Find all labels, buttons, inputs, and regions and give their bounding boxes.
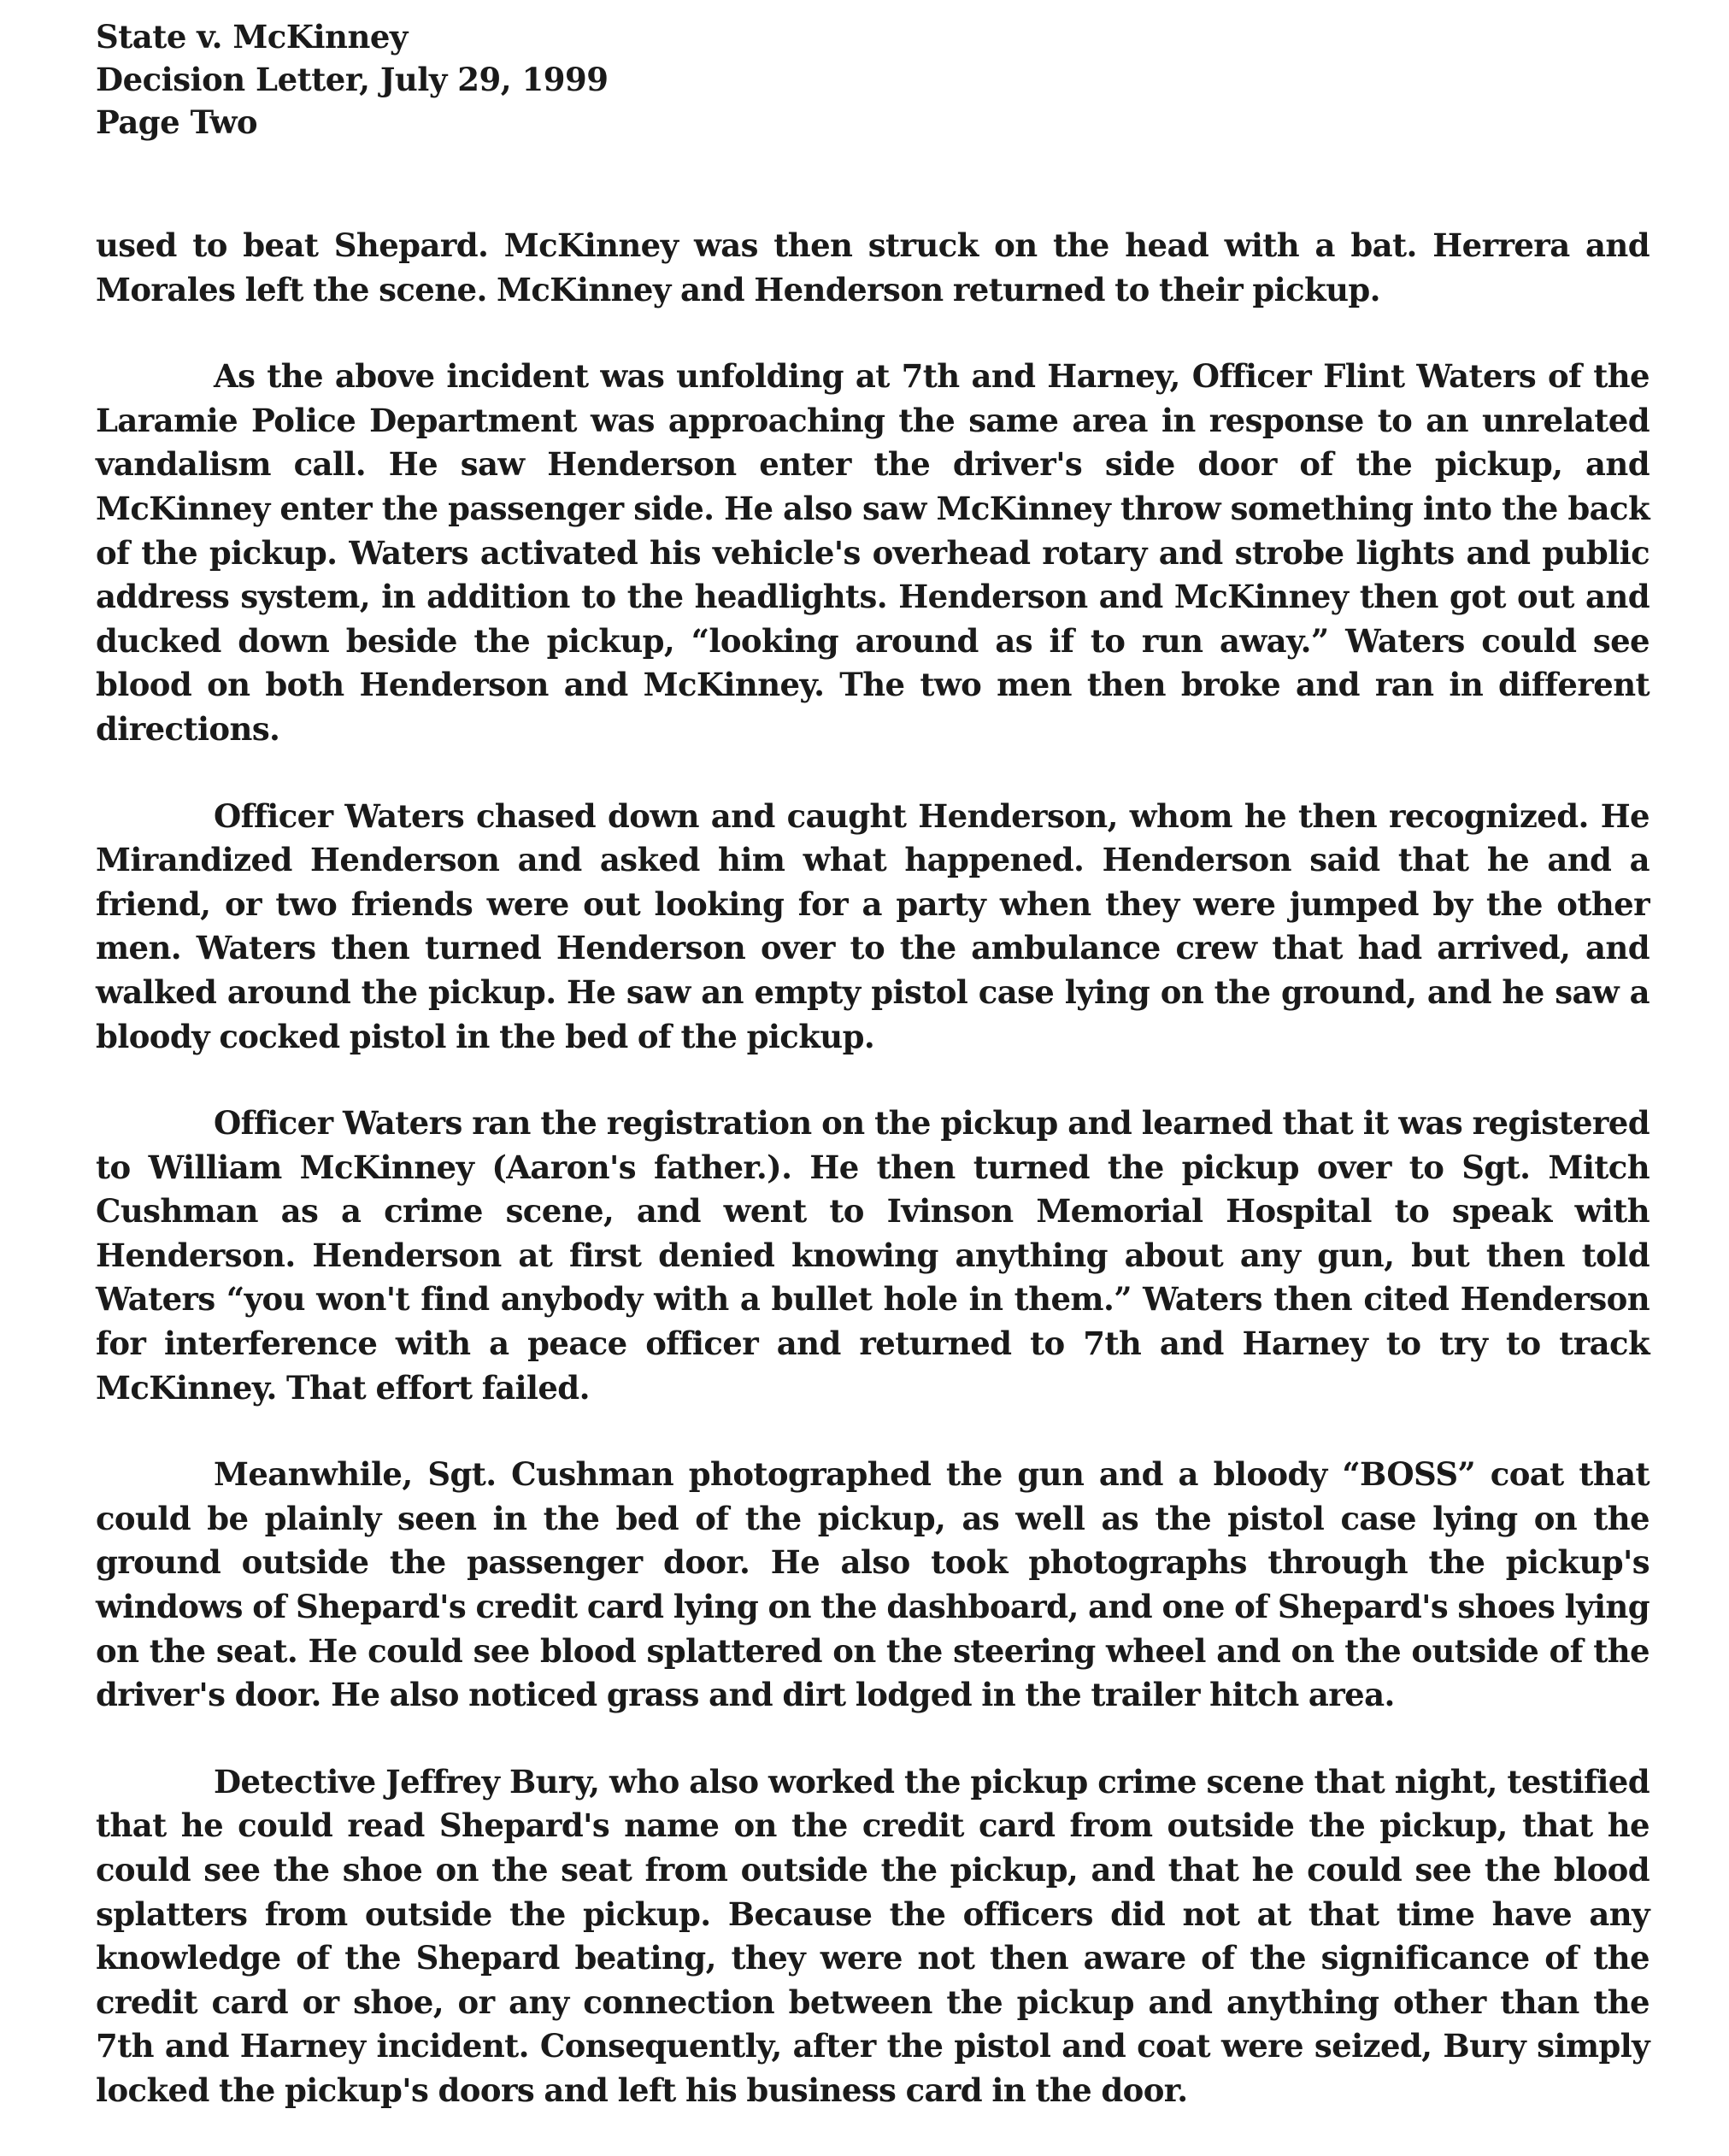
letter-body [96, 224, 1650, 2156]
paragraph-officer-waters-arrival: As the above incident was unfolding at 7th and Harney, Officer Flint Waters of the Laramie Police Department was approaching the same area in response to an unrelated vandalism call. He saw Henderson enter the driver's side door of the pickup, and McKinney enter the passenger side. He also saw McKinney throw something into the back of the pickup. Waters activated his vehicle's overhead rotary and strobe lights and public address system, in addition to the headlights. Henderson and McKinney then got out and ducked down beside the pickup, “looking around as if to run away.” Waters could see blood on both Henderson and McKinney. The two men then broke and ran in different directions. [96, 357, 1650, 748]
page-number: Page Two [96, 103, 258, 141]
letter-header [96, 15, 608, 144]
case-title: State v. McKinney [96, 18, 408, 56]
decision-date: Decision Letter, July 29, 1999 [96, 61, 609, 98]
paragraph-registration: Officer Waters ran the registration on the pickup and learned that it was registered to William McKinney (Aaron's father.). He then turned the pickup over to Sgt. Mitch Cushman as a crime scene, and went to Ivinson Memorial Hospital to speak with Henderson. Henderson at first denied knowing anything about any gun, but then told Waters “you won't find anybody with a bullet hole in them.” Waters then cited Henderson for interference with a peace officer and returned to 7th and Harney to try to track McKinney. That effort failed. [96, 1104, 1650, 1407]
paragraph-henderson-caught: Officer Waters chased down and caught Henderson, whom he then recognized. He Mirandized Henderson and asked him what happened. Henderson said that he and a friend, or two friends were out looking for a party when they were jumped by the other men. Waters then turned Henderson over to the ambulance crew that had arrived, and walked around the pickup. He saw an empty pistol case lying on the ground, and he saw a bloody cocked pistol in the bed of the pickup. [96, 796, 1650, 1055]
paragraph-cushman-photographs: Meanwhile, Sgt. Cushman photographed the gun and a bloody “BOSS” coat that could be plainly seen in the bed of the pickup, as well as the pistol case lying on the ground outside the passenger door. He also took photographs through the pickup's windows of Shepard's credit card lying on the dashboard, and one of Shepard's shoes lying on the seat. He could see blood splattered on the steering wheel and on the outside of the driver's door. He also noticed grass and dirt lodged in the trailer hitch area. [96, 1455, 1650, 1714]
paragraph-detective-bury: Detective Jeffrey Bury, who also worked the pickup crime scene that night, testified that he could read Shepard's name on the credit card from outside the pickup, that he could see the shoe on the seat from outside the pickup, and that he could see the blood splatters from outside the pickup. Because the officers did not at that time have any knowledge of the Shepard beating, they were not then aware of the significance of the credit card or shoe, or any connection between the pickup and anything other than the 7th and Harney incident. Consequently, after the pistol and coat were seized, Bury simply locked the pickup's doors and left his business card in the door. [96, 1762, 1650, 2109]
paragraph-continuation: used to beat Shepard. McKinney was then struck on the head with a bat. Herrera and Morales left the scene. McKinney and Henderson returned to their pickup. [96, 226, 1650, 308]
